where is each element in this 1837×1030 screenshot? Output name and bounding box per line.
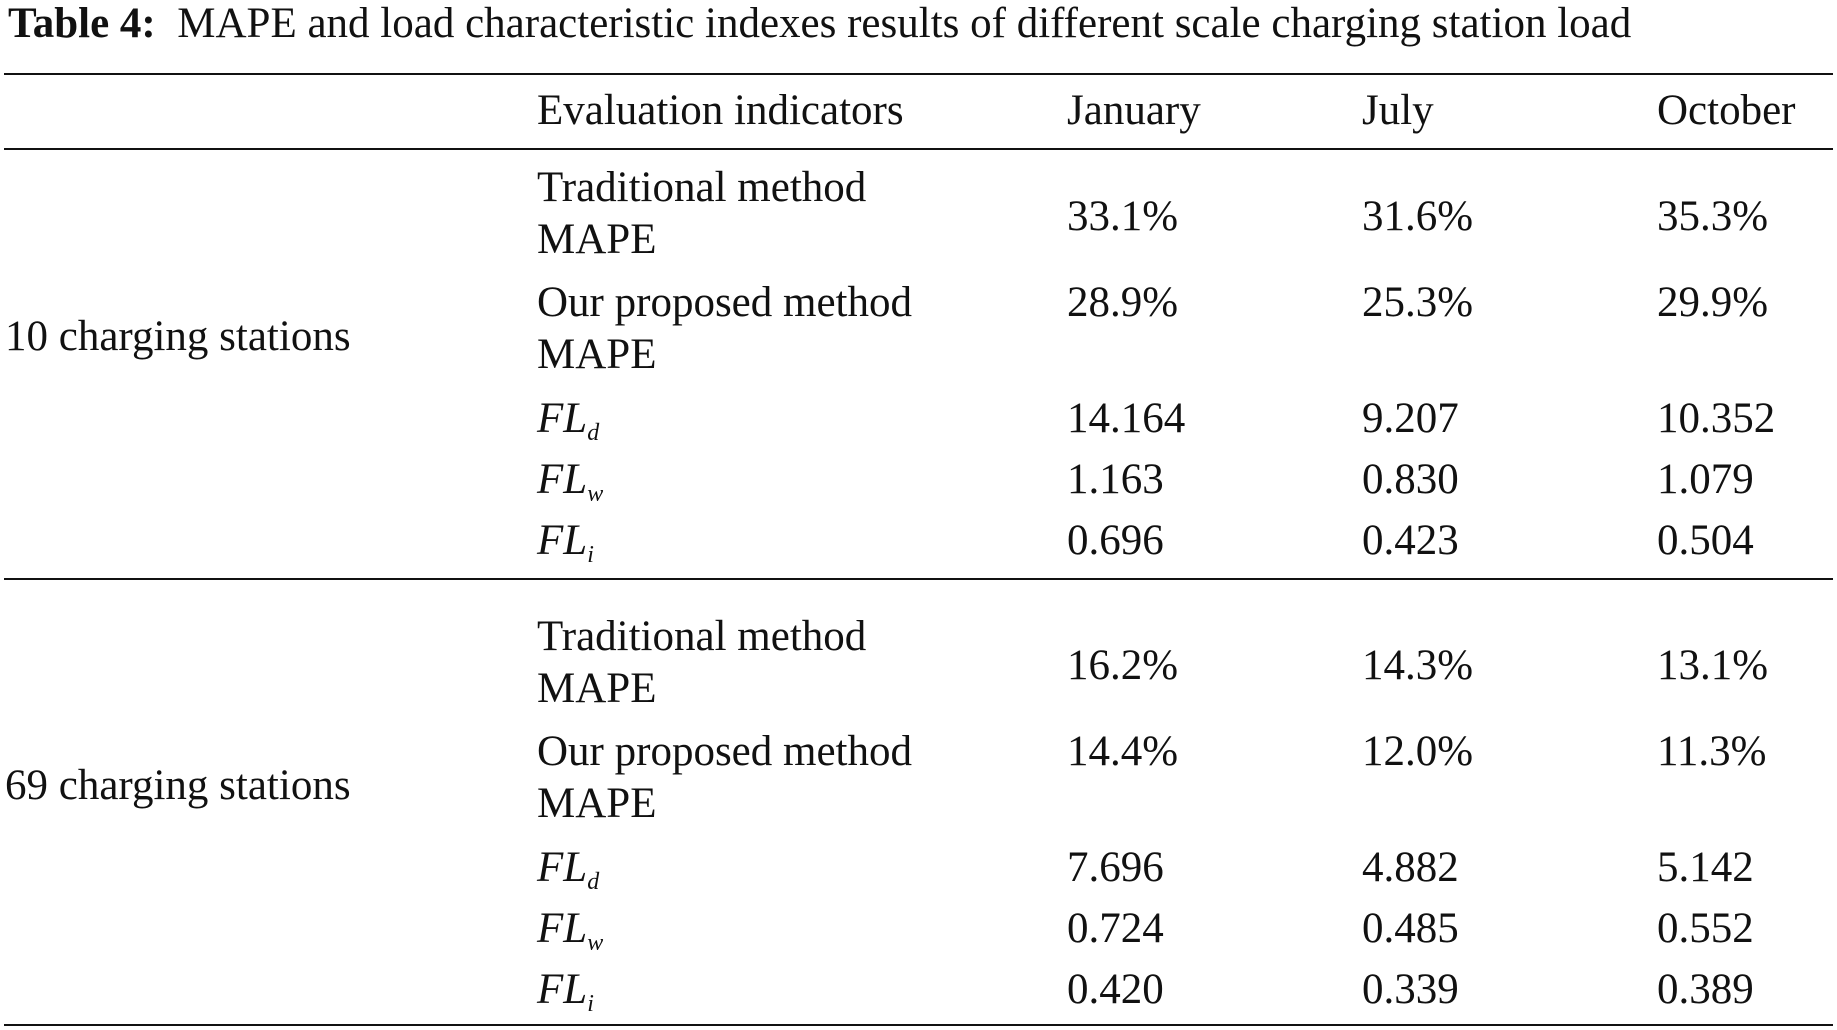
value-10-traditional-october: 35.3% (1657, 193, 1769, 240)
indicator-subscript: w (587, 930, 604, 956)
value-10-proposed-january: 28.9% (1067, 279, 1179, 326)
value-10-fld-july: 9.207 (1362, 395, 1459, 442)
group-label-69-stations: 69 charging stations (5, 762, 351, 809)
indicator-line: MAPE (537, 331, 657, 378)
indicator-symbol: FL (537, 905, 588, 952)
group-separator-rule (4, 578, 1833, 580)
value-10-traditional-january: 33.1% (1067, 193, 1179, 240)
value-10-flw-october: 1.079 (1657, 456, 1754, 503)
indicator-symbol: FL (537, 517, 588, 564)
indicator-symbol: FL (537, 395, 588, 442)
value-10-fli-july: 0.423 (1362, 517, 1459, 564)
indicator-fli (537, 515, 594, 581)
value-10-fld-october: 10.352 (1657, 395, 1776, 442)
value-69-flw-october: 0.552 (1657, 905, 1754, 952)
table-bottom-rule (4, 1024, 1833, 1026)
value-69-fli-october: 0.389 (1657, 966, 1754, 1013)
indicator-traditional-mape (537, 611, 866, 715)
indicator-subscript: i (587, 542, 594, 568)
indicator-line: MAPE (537, 665, 657, 712)
value-69-proposed-january: 14.4% (1067, 728, 1179, 775)
header-july: July (1362, 87, 1434, 134)
table-caption (8, 0, 1631, 48)
table-top-rule (4, 73, 1833, 75)
indicator-fld (537, 842, 599, 908)
caption-label: Table 4: (8, 0, 156, 47)
header-october: October (1657, 87, 1796, 134)
value-69-traditional-july: 14.3% (1362, 642, 1474, 689)
header-rule (4, 148, 1833, 150)
value-10-proposed-july: 25.3% (1362, 279, 1474, 326)
indicator-line: Traditional method (537, 613, 867, 660)
indicator-flw (537, 903, 603, 969)
indicator-symbol: FL (537, 844, 588, 891)
group-label-10-stations: 10 charging stations (5, 313, 351, 360)
value-10-fld-january: 14.164 (1067, 395, 1186, 442)
indicator-subscript: d (587, 869, 600, 895)
indicator-subscript: i (587, 991, 594, 1017)
value-69-flw-january: 0.724 (1067, 905, 1164, 952)
value-10-flw-january: 1.163 (1067, 456, 1164, 503)
indicator-symbol: FL (537, 966, 588, 1013)
caption-text: MAPE and load characteristic indexes results of different scale charging station load (177, 0, 1632, 47)
value-10-proposed-october: 29.9% (1657, 279, 1769, 326)
value-69-flw-july: 0.485 (1362, 905, 1459, 952)
value-69-proposed-october: 11.3% (1657, 728, 1767, 775)
value-69-fld-july: 4.882 (1362, 844, 1459, 891)
indicator-subscript: d (587, 420, 600, 446)
value-10-flw-july: 0.830 (1362, 456, 1459, 503)
value-69-fli-january: 0.420 (1067, 966, 1164, 1013)
header-january: January (1067, 87, 1201, 134)
value-69-fli-july: 0.339 (1362, 966, 1459, 1013)
value-69-proposed-july: 12.0% (1362, 728, 1474, 775)
indicator-symbol: FL (537, 456, 588, 503)
indicator-line: Our proposed method (537, 728, 912, 775)
indicator-flw (537, 454, 603, 520)
indicator-line: MAPE (537, 780, 657, 827)
indicator-fld (537, 393, 599, 459)
value-69-fld-january: 7.696 (1067, 844, 1164, 891)
indicator-traditional-mape (537, 162, 866, 266)
indicator-line: Our proposed method (537, 279, 912, 326)
indicator-proposed-mape (537, 726, 912, 830)
value-69-traditional-october: 13.1% (1657, 642, 1769, 689)
header-evaluation-indicators: Evaluation indicators (537, 87, 904, 134)
indicator-fli (537, 964, 594, 1030)
value-69-fld-october: 5.142 (1657, 844, 1754, 891)
indicator-line: Traditional method (537, 164, 867, 211)
indicator-line: MAPE (537, 216, 657, 263)
value-69-traditional-january: 16.2% (1067, 642, 1179, 689)
indicator-proposed-mape (537, 277, 912, 381)
value-10-traditional-july: 31.6% (1362, 193, 1474, 240)
value-10-fli-january: 0.696 (1067, 517, 1164, 564)
indicator-subscript: w (587, 481, 604, 507)
value-10-fli-october: 0.504 (1657, 517, 1754, 564)
